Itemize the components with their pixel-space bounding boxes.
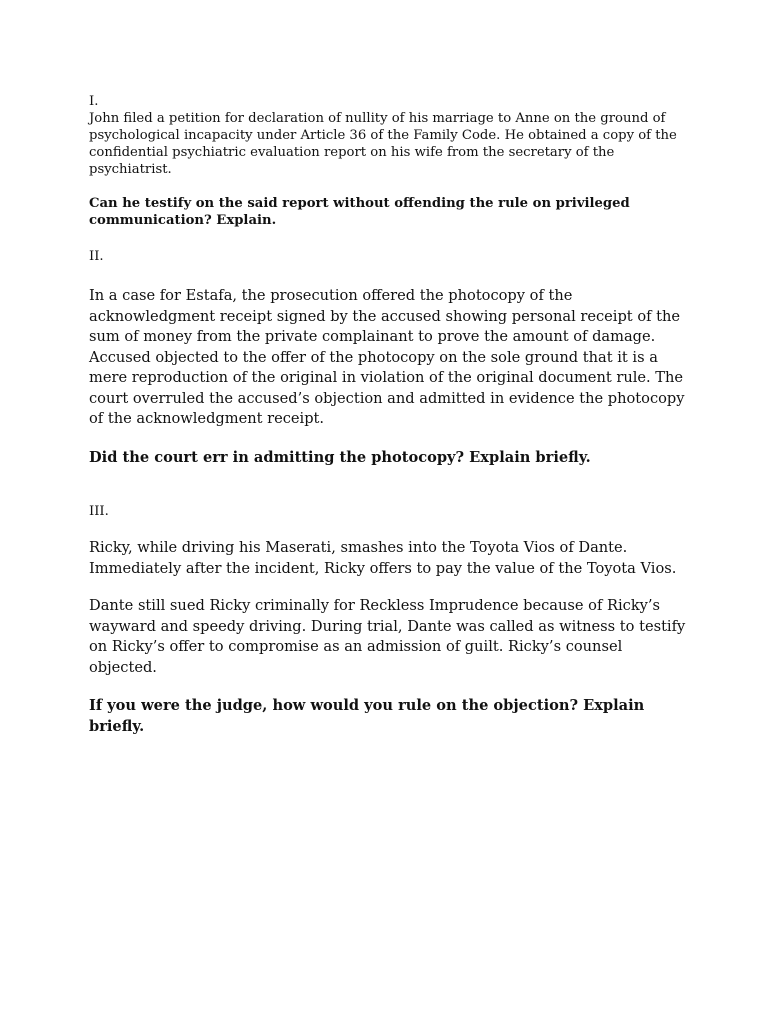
question-1-numeral: I. (89, 94, 99, 109)
question-3-facts-2: Dante still sued Ricky criminally for Reckless Imprudence because of Ricky’s wayward and speedy driving. During trial, Dante was called as witness to testify on Ricky’s offer to compromise as an admission of guilt. Ricky’s counsel objected. (89, 597, 686, 676)
question-1-prompt: Can he testify on the said report without offending the rule on privileged communication? Explain. (89, 196, 630, 228)
question-2-numeral: II. (89, 249, 104, 264)
question-1 (89, 93, 689, 229)
question-2 (89, 286, 689, 468)
question-3-numeral: III. (89, 504, 109, 519)
question-1-facts: John filed a petition for declaration of nullity of his marriage to Anne on the ground of psychological incapacity under Article 36 of the Family Code. He obtained a copy of the confidential psychiatric evaluation report on his wife from the secretary of the psychiatrist. (89, 111, 677, 177)
question-2-facts: In a case for Estafa, the prosecution offered the photocopy of the acknowledgment receipt signed by the accused showing personal receipt of the sum of money from the private complainant to prove the amount of damage. Accused objected to the offer of the photocopy on the sole ground that it is a mere reproduction of the original in violation of the original document rule. The court overruled the accused’s objection and admitted in evidence the photocopy of the acknowledgment receipt. (89, 287, 685, 427)
question-3-facts-1: Ricky, while driving his Maserati, smashes into the Toyota Vios of Dante. Immediately after the incident, Ricky offers to pay the value of the Toyota Vios. (89, 539, 677, 577)
question-2-prompt: Did the court err in admitting the photocopy? Explain briefly. (89, 448, 591, 466)
document-content (89, 93, 689, 737)
question-3 (89, 503, 689, 737)
question-3-prompt: If you were the judge, how would you rule on the objection? Explain briefly. (89, 697, 645, 735)
